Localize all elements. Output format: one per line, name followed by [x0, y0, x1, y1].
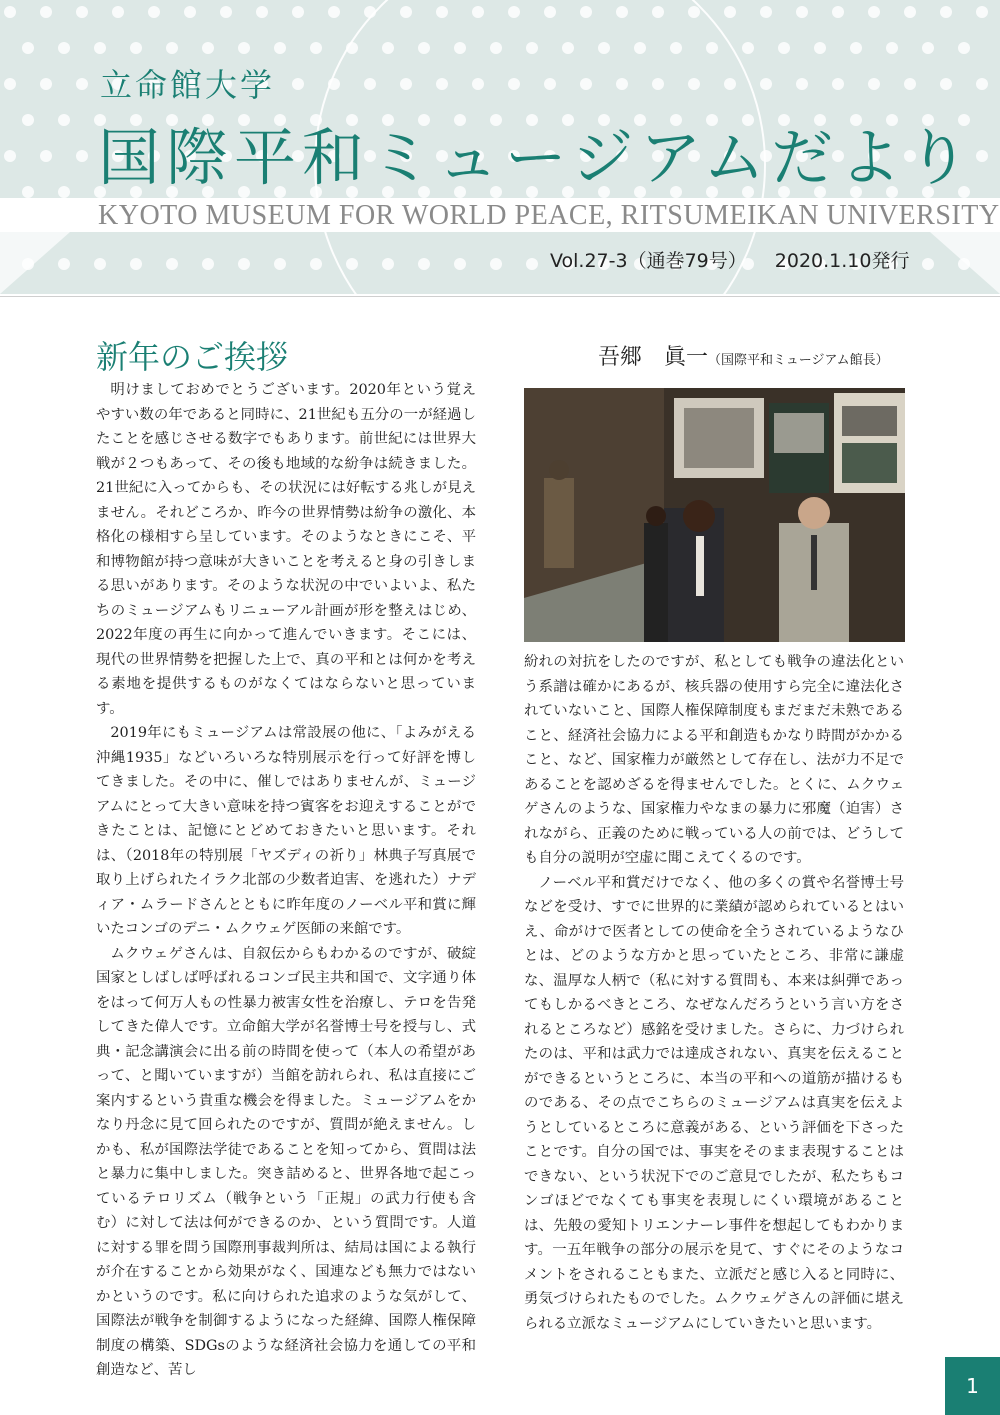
decor-dot [472, 6, 484, 18]
decor-dot [724, 78, 736, 90]
decor-dot [58, 114, 70, 126]
decor-dot [310, 42, 322, 54]
decor-dot [94, 258, 106, 270]
decor-dot [958, 42, 970, 54]
decor-dot [922, 42, 934, 54]
decor-dot [904, 6, 916, 18]
decor-dot [130, 42, 142, 54]
decor-dot [544, 6, 556, 18]
decor-dot [328, 6, 340, 18]
decor-dot [166, 42, 178, 54]
decor-dot [652, 6, 664, 18]
decor-dot [760, 6, 772, 18]
photo-illustration [524, 388, 905, 642]
decor-dot [418, 258, 430, 270]
decor-dot [778, 42, 790, 54]
decor-dot [364, 78, 376, 90]
decor-dot [238, 42, 250, 54]
decor-dot [94, 42, 106, 54]
decor-dot [22, 114, 34, 126]
decor-dot [130, 258, 142, 270]
decor-dot [616, 6, 628, 18]
decor-dot [58, 42, 70, 54]
masthead [0, 0, 1000, 298]
paragraph: ムクウェゲさんは、自叙伝からもわかるのですが、破綻国家としばしば呼ばれるコンゴ民主共和国で、文字通り体をはって何万人もの性暴力被害女性を治療し、テロを告発してきた偉人です。立命館大学が名誉博士号を授与し、式典・記念講演会に出る前の時間を使って（本人の希望があって、と聞いていますが）当館を訪れられ、私は直接にご案内するという貴重な機会を得ました。ミュージアムをかなり丹念に見て回られたのですが、質問が絶えません。しかも、私が国際法学徒であることを知ってから、質問は法と暴力に集中しました。突き詰めると、世界各地で起こっているテロリズム（戦争という「正規」の武力行使も含む）に対して法は何ができるのか、という質問です。人道に対する罪を問う国際刑事裁判所は、結局は国による執行が介在することから効果がなく、国連なども無力ではないかというのです。私に向けられた追求のような気がして、国際法が戦争を制御するようになった経緯、国際人権保障制度の構築、SDGsのような経済社会協力を通しての平和創造など、苦し [96, 945, 476, 1378]
decor-dot [346, 258, 358, 270]
decor-dot [382, 258, 394, 270]
decor-dot [562, 42, 574, 54]
decor-dot [76, 78, 88, 90]
decor-dot [40, 150, 52, 162]
article-column-right [524, 650, 904, 1336]
university-name: 立命館大学 [100, 66, 276, 104]
decor-dot [274, 42, 286, 54]
decor-dot [436, 6, 448, 18]
decor-dot [454, 42, 466, 54]
decor-dot [526, 42, 538, 54]
decor-dot [454, 258, 466, 270]
decor-dot [40, 78, 52, 90]
decor-dot [868, 6, 880, 18]
decor-dot [922, 258, 934, 270]
paragraph: 明けましておめでとうございます。2020年という覚えやすい数の年であると同時に、21世紀も五分の一が経過したことを感じさせる数字でもあります。前世紀には世界大戦が２つもあって、その後も地域的な紛争は続きました。21世紀に入ってからも、その状況には好転する兆しが見えません。それどころか、昨今の世界情勢は紛争の激化、本格化の様相すら呈しています。そのようなときにこそ、平和博物館が持つ意味が大きいことを考えると身の引きしまる思いがあります。そのような状況の中でいよいよ、私たちのミュージアムもリニューアル計画が形を整えはじめ、2022年度の再生に向かって進んでいきます。そこには、現代の世界情勢を把握した上で、真の平和とは何かを考える素地を提供するものがなくてはならないと思っています。 [96, 382, 476, 717]
decor-dot [526, 258, 538, 270]
decor-dot [382, 42, 394, 54]
decor-dot [814, 42, 826, 54]
decor-dot [616, 78, 628, 90]
page-number: 1 [945, 1357, 1000, 1415]
decor-dot [580, 6, 592, 18]
decor-dot [292, 6, 304, 18]
header-rule [0, 296, 1000, 297]
decor-dot [544, 78, 556, 90]
paragraph: 紛れの対抗をしたのですが、私としても戦争の違法化という系譜は確かにあるが、核兵器の使用すら完全に違法化されていないこと、国際人権保障制度もまだまだ未熟であること、経済社会協力による平和創造もかなり時間がかかること、など、国家権力が厳然として存在し、法が力不足であることを認めざるを得ませんでした。とくに、ムクウェゲさんのような、国家権力やなまの暴力に邪魔（迫害）されながら、正義のために戦っている人の前では、どうしても自分の説明が空虚に聞こえてくるのです。 [524, 654, 904, 866]
decor-dot [76, 6, 88, 18]
decor-dot [310, 258, 322, 270]
decor-dot [220, 6, 232, 18]
decor-dot [976, 78, 988, 90]
decor-dot [886, 42, 898, 54]
decor-dot [400, 6, 412, 18]
paragraph: 2019年にもミュージアムは常設展の他に、「よみがえる沖縄1935」などいろいろな特別展示を行って好評を博してきました。その中に、催しではありませんが、ミュージアムにとって大きい意味を持つ賓客をお迎えすることができたことは、記憶にとどめておきたいと思います。それは、（2018年の特別展「ヤズディの祈り」林典子写真展で取り上げられたイラク北部の少数者迫害、を逃れた）ナディア・ムラードさんとともに昨年度のノーベル平和賞に輝いたコンゴのデニ・ムクウェゲ医師の来館です。 [96, 725, 476, 937]
decor-dot [940, 78, 952, 90]
decor-dot [760, 78, 772, 90]
decor-dot [166, 258, 178, 270]
decor-dot [292, 78, 304, 90]
decor-dot [868, 78, 880, 90]
museum-visit-photo [524, 388, 905, 642]
decor-dot [436, 78, 448, 90]
article-column-left [96, 378, 476, 1383]
decor-dot [400, 78, 412, 90]
decor-dot [598, 42, 610, 54]
decor-dot [850, 42, 862, 54]
decor-dot [706, 42, 718, 54]
decor-dot [418, 42, 430, 54]
decor-dot [796, 6, 808, 18]
author-role: （国際平和ミュージアム館長） [708, 353, 889, 368]
decor-dot [742, 42, 754, 54]
decor-dot [202, 258, 214, 270]
decor-dot [184, 6, 196, 18]
decor-dot [508, 6, 520, 18]
decor-dot [976, 6, 988, 18]
decor-dot [40, 6, 52, 18]
author-name: 吾郷 眞一 [598, 345, 709, 370]
decor-dot [832, 6, 844, 18]
decor-dot [112, 6, 124, 18]
paragraph: ノーベル平和賞だけでなく、他の多くの賞や名誉博士号などを受け、すでに世界的に業績が認められているとはいえ、命がけで医者としての使命を全うされているようなひとは、どのような方かと思っていたところ、非常に謙虚な、温厚な人柄で（私に対する質問も、本来は糾弾であってもしかるべきところ、なぜなんだろうという言い方をされるところなど）感銘を受けました。さらに、力づけられたのは、平和は武力では達成されない、真実を伝えることができるというところに、本当の平和への道筋が描けるものである、その点でこちらのミュージアムは真実を伝えようとしているところに意義がある、という評価を下さったことです。自分の国では、事実をそのまま表現することはできない、という状況下でのご意見でしたが、私たちもコンゴほどでなくても事実を表現しにくい環境があることは、先般の愛知トリエンナーレ事件を想起してもわかります。一五年戦争の部分の展示を見て、すぐにそのようなコメントをされることもまた、立派だと感じ入ると同時に、勇気づけられたものでした。ムクウェゲさんの評価に堪えられる立派なミュージアムにしていきたいと思います。 [524, 874, 904, 1332]
issue-date: 2020.1.10発行 [774, 250, 910, 272]
decor-dot [148, 6, 160, 18]
decor-dot [832, 78, 844, 90]
issue-info [550, 246, 909, 273]
decor-dot [976, 150, 988, 162]
decor-dot [4, 6, 16, 18]
decor-dot [22, 186, 34, 198]
decor-dot [940, 6, 952, 18]
decor-dot [58, 186, 70, 198]
decor-dot [22, 42, 34, 54]
decor-dot [76, 150, 88, 162]
decor-dot [238, 258, 250, 270]
decor-dot [4, 150, 16, 162]
decor-dot [634, 42, 646, 54]
decor-dot [4, 78, 16, 90]
decor-dot [508, 78, 520, 90]
volume-number: Vol.27-3（通巻79号） [550, 250, 747, 272]
decor-dot [274, 258, 286, 270]
decor-dot [490, 42, 502, 54]
english-title: KYOTO MUSEUM FOR WORLD PEACE, RITSUMEIKAN UNIVERSITY [98, 200, 1000, 231]
decor-dot [580, 78, 592, 90]
article-author [598, 340, 889, 371]
decor-dot [688, 78, 700, 90]
decor-dot [652, 78, 664, 90]
newsletter-title: 国際平和ミュージアムだより [98, 121, 976, 194]
decor-dot [256, 6, 268, 18]
decor-dot [670, 42, 682, 54]
decor-dot [472, 78, 484, 90]
decor-dot [724, 6, 736, 18]
decor-dot [688, 6, 700, 18]
decor-dot [202, 42, 214, 54]
decor-dot [904, 78, 916, 90]
decor-dot [58, 258, 70, 270]
article-title: 新年のご挨拶 [96, 338, 289, 376]
decor-dot [490, 258, 502, 270]
decor-dot [796, 78, 808, 90]
